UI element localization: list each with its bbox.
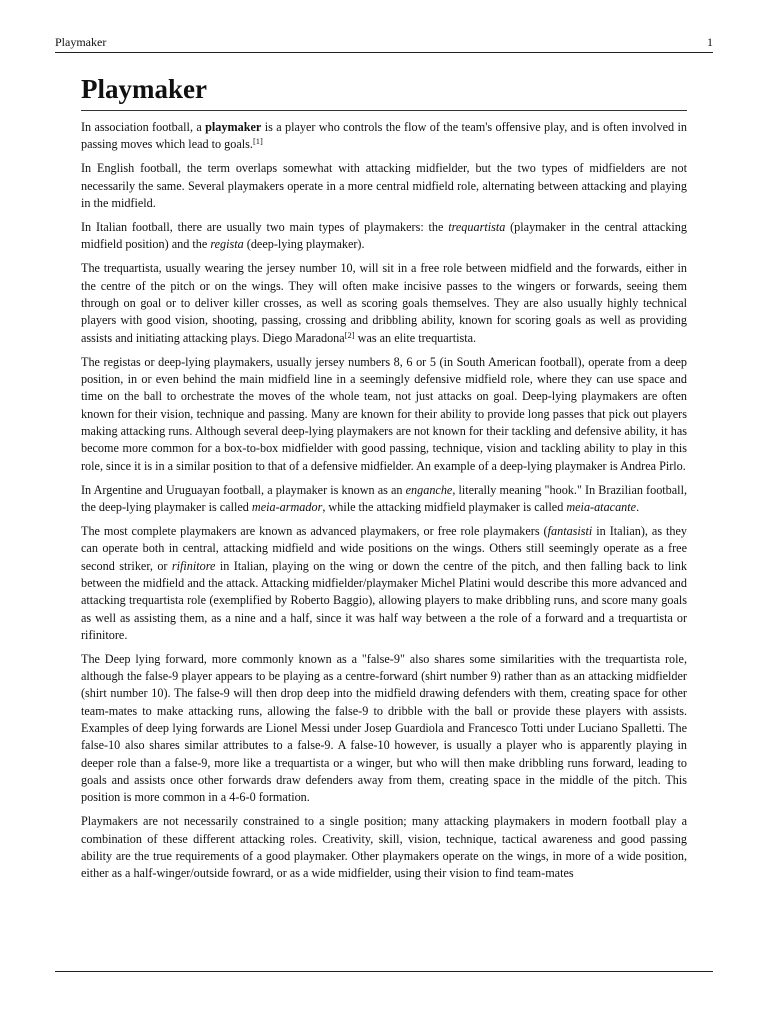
article-body [81,119,687,889]
text-run: was an elite trequartista. [354,330,477,345]
text-run: (playmaker in the central attacking midfield position) and the [81,220,687,252]
text-run: The registas or deep-lying playmakers, usually jersey numbers 8, 6 or 5 (in South American football), operate from a deep position, in or even behind the main midfield line in a seemingly defensive midfield role, where they can use space and time on the ball to orchestrate the moves of the whole team, not just attacks on goal. Deep-lying playmakers are often known for their vision, technique and passing. Many are known for their ability to provide long passes that pick out players making attacking runs. Although several deep-lying playmakers are not known for their tackling and defensive ability, it has become more common for a box-to-box midfielder with good passing, technique, vision and tackling ability to play in this role, since it is in a similar position to that of a defensive midfielder. An example of a deep-lying playmaker is Andrea Pirlo. [81,354,687,473]
running-title: Playmaker [55,35,107,49]
citation-link[interactable]: [2] [344,329,355,340]
italic-term: regista [210,237,244,252]
paragraph [81,482,687,517]
page-number: 1 [707,35,713,49]
text-run: , while the attacking midfield playmaker is called [322,499,567,514]
italic-term: rifinitore [171,558,216,573]
text-run: is a player who controls the flow of the team's offensive play, and is often involved in passing moves which lead to goals. [81,120,687,152]
citation-link[interactable]: [1] [252,136,263,147]
text-run: (deep-lying playmaker). [243,237,365,252]
bold-term: playmaker [205,120,262,134]
paragraph [81,523,687,644]
text-run: In English football, the term overlaps somewhat with attacking midfielder, but the two types of midfielders are not necessarily the same. Several playmakers operate in a more central midfield role, alternating between attacking and playing in the midfield. [81,161,687,210]
text-run: in Italian), as they can operate both in central, attacking midfield and wide positions on the wings. Others still seemingly operate as a free second striker, or [81,524,687,573]
text-run: The Deep lying forward, more commonly known as a "false-9" also shares some similarities with the trequartista role, although the false-9 player appears to be playing as a centre-forward (shirt number 9) rather than as an attacking midfielder (shirt number 10). The false-9 will then drop deep into the midfield drawing defenders with them, creating space for other team-mates to make attacking runs, allowing the false-9 to dribble with the ball or provide these players with assists. Examples of deep lying forwards are Lionel Messi under Josep Guardiola and Francesco Totti under Luciano Spalletti. The false-10 also shares similar attributes to a false-9. A false-10 however, is usually a player who is apparently playing in deeper role than a false-9, more like a trequartista or a winger, but who will then make dribbling runs forward, leading to goals and assists once other forwards draw defenders away from them, creating space in the middle of the pitch. This position is more common in a 4-6-0 formation. [81,651,687,805]
paragraph [81,219,687,254]
text-run: The most complete playmakers are known as advanced playmakers, or free role playmakers ( [81,524,548,539]
text-run: Playmakers are not necessarily constrained to a single position; many attacking playmakers in modern football play a combination of these different attacking roles. Creativity, skill, vision, technique, tactical awareness and good passing ability are the true requirements of a good playmaker. Other playmakers operate on the wings, in more of a wide position, either as a half-winger/outside fowrard, or as a wide midfielder, using their vision to find team-mates [81,814,687,881]
text-run: , literally meaning "hook." In Brazilian football, the deep-lying playmaker is called [81,482,688,514]
text-run: In Argentine and Uruguayan football, a playmaker is known as an [81,482,406,497]
paragraph [81,260,687,346]
italic-term: fantasisti [547,524,593,539]
paragraph [81,813,687,882]
text-run: . [636,499,640,514]
italic-term: enganche [405,482,453,497]
text-run: In Italian football, there are usually two main types of playmakers: the [81,220,449,235]
paragraph [81,119,687,154]
paragraph [81,160,687,212]
text-run: in Italian, playing on the wing or down the centre of the pitch, and then falling back to link between the midfield and the attack. Attacking midfielder/playmaker Michel Platini would describe this more advanced and attacking trequartista role (exemplified by Roberto Baggio), allowing players to make dribbling runs, and score many goals as well as assisting them, as a nine and a half, since it was half way between a the role of a forward and a trequartista or rifinitore. [81,558,687,642]
text-run: The trequartista, usually wearing the jersey number 10, will sit in a free role between midfield and the forwards, either in the centre of the pitch or on the wings. They will often make incisive passes to the wingers or forwards, seeing them through on goal or to deliver killer crosses, as well as scoring goals themselves. They are also usually highly technical players with good vision, shooting, passing, crossing and dribbling ability, known for scoring goals as well as providing assists and initiating attacking plays. Diego Maradona [81,261,687,345]
italic-term: meia-atacante [566,499,637,514]
running-header [55,34,713,53]
italic-term: trequartista [448,220,506,235]
footer-rule [55,971,713,972]
text-run: In association football, a [81,120,206,134]
paragraph [81,354,687,475]
italic-term: meia-armador [251,499,323,514]
paragraph [81,651,687,807]
title-block [81,72,687,111]
page-title: Playmaker [81,74,207,104]
